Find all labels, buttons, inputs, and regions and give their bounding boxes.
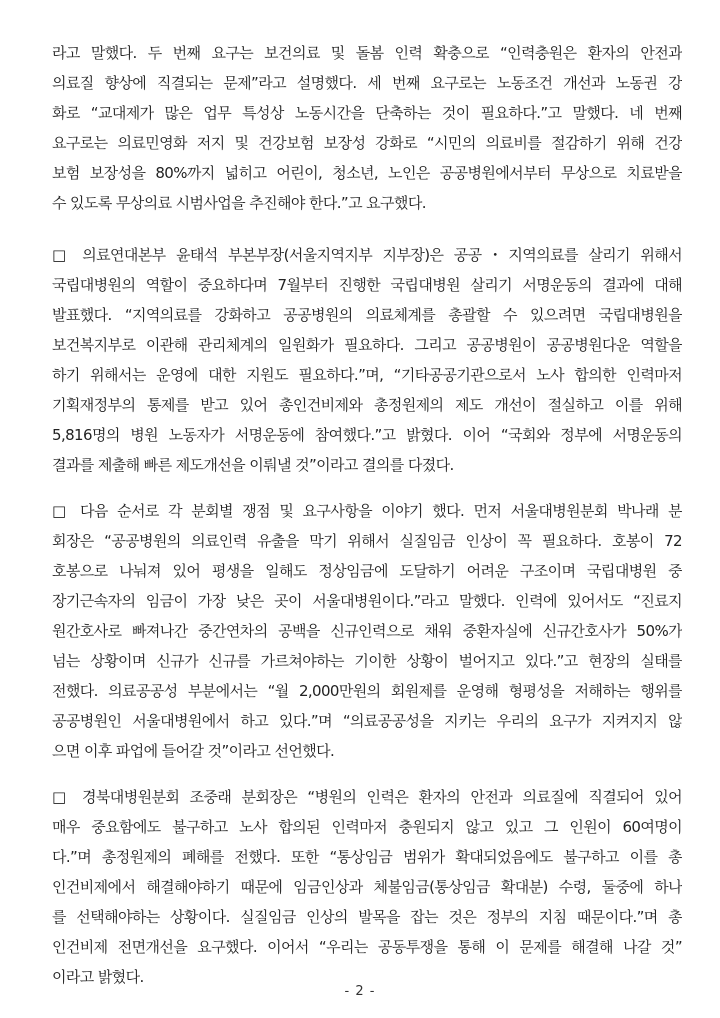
text-line: 전했다. 의료공공성 부분에서는 “월 2,000만원의 회원제를 운영해 형평성을 저해하는 행위를 (52, 682, 682, 700)
text-line: 발표했다. “지역의료를 강화하고 공공병원의 의료체계를 총괄할 수 있으려면 국립대병원을 (52, 306, 682, 324)
text-line: 결과를 제출해 빠른 제도개선을 이뤄낼 것”이라고 결의를 다졌다. (52, 456, 454, 474)
text-line: 5,816명의 병원 노동자가 서명운동에 참여했다.”고 밝혔다. 이어 “국회와 정부에 서명운동의 (52, 426, 682, 444)
text-line: 를 선택해야하는 상황이다. 실질임금 인상의 발목을 잡는 것은 정부의 지침 때문이다.”며 총 (52, 908, 682, 926)
text-line: □ 의료연대본부 윤태석 부본부장(서울지역지부 지부장)은 공공・지역의료를 살리기 위해서 (52, 246, 682, 264)
text-line: 호봉으로 나눠져 있어 평생을 일해도 정상임금에 도달하기 어려운 구조이며 국립대병원 중 (52, 562, 682, 580)
text-line: □ 다음 순서로 각 분회별 쟁점 및 요구사항을 이야기 했다. 먼저 서울대병원분회 박나래 분 (52, 502, 682, 520)
text-line: 원간호사로 빠져나간 중간연차의 공백을 신규인력으로 채워 중환자실에 신규간호사가 50%가 (52, 622, 682, 640)
text-line: 라고 말했다. 두 번째 요구는 보건의료 및 돌봄 인력 확충으로 “인력충원은 환자의 안전과 (52, 44, 682, 62)
text-line: 인건비제에서 해결해야하기 때문에 임금인상과 체불임금(통상임금 확대분) 수령, 둘중에 하나 (52, 878, 682, 896)
text-line: 다.”며 총정원제의 폐해를 전했다. 또한 “통상임금 범위가 확대되었음에도 불구하고 이를 총 (52, 848, 682, 866)
text-line: 공공병원인 서울대병원에서 하고 있다.”며 “의료공공성을 지키는 우리의 요구가 지켜지지 않 (52, 712, 682, 730)
paragraph-seoul-branch-remarks (52, 496, 682, 766)
text-line: 수 있도록 무상의료 시범사업을 추진해야 한다.”고 요구했다. (52, 194, 426, 212)
text-line: 인건비제 전면개선을 요구했다. 이어서 “우리는 공동투쟁을 통해 이 문제를 해결해 나갈 것” (52, 938, 682, 956)
text-line: 장기근속자의 임금이 가장 낮은 곳이 서울대병원이다.”라고 말했다. 인력에 있어서도 “진료지 (52, 592, 682, 610)
text-line: 하기 위해서는 운영에 대한 지원도 필요하다.”며, “기타공공기관으로서 노사 합의한 인력마저 (52, 366, 682, 384)
text-line: 보험 보장성을 80%까지 넓히고 어린이, 청소년, 노인은 공공병원에서부터 무상으로 치료받을 (52, 164, 682, 182)
page-number: - 2 - (344, 984, 376, 999)
text-line: 기획재정부의 통제를 받고 있어 총인건비제와 총정원제의 제도 개선이 절실하고 이를 위해 (52, 396, 682, 414)
paragraph-vice-chair-remarks (52, 240, 682, 480)
text-line: □ 경북대병원분회 조중래 분회장은 “병원의 인력은 환자의 안전과 의료질에 직결되어 있어 (52, 788, 682, 806)
paragraph-demands-continued (52, 38, 682, 218)
paragraph-kyungpook-branch-remarks (52, 782, 682, 992)
text-line: 회장은 “공공병원의 의료인력 유출을 막기 위해서 실질임금 인상이 꼭 필요하다. 호봉이 72 (52, 532, 682, 550)
text-line: 요구로는 의료민영화 저지 및 건강보험 보장성 강화로 “시민의 의료비를 절감하기 위해 건강 (52, 134, 682, 152)
text-line: 이라고 밝혔다. (52, 968, 144, 986)
text-line: 으면 이후 파업에 들어갈 것”이라고 선언했다. (52, 742, 335, 760)
text-line: 보건복지부로 이관해 관리체계의 일원화가 필요하다. 그리고 공공병원이 공공병원다운 역할을 (52, 336, 682, 354)
text-line: 넘는 상황이며 신규가 신규를 가르쳐야하는 기이한 상황이 벌어지고 있다.”고 현장의 실태를 (52, 652, 682, 670)
text-line: 국립대병원의 역할이 중요하다며 7월부터 진행한 국립대병원 살리기 서명운동의 결과에 대해 (52, 276, 682, 294)
text-line: 화로 “교대제가 많은 업무 특성상 노동시간을 단축하는 것이 필요하다.”고 말했다. 네 번째 (52, 104, 682, 122)
text-line: 의료질 향상에 직결되는 문제”라고 설명했다. 세 번째 요구로는 노동조건 개선과 노동권 강 (52, 74, 682, 92)
text-line: 매우 중요함에도 불구하고 노사 합의된 인력마저 충원되지 않고 있고 그 인원이 60여명이 (52, 818, 682, 836)
